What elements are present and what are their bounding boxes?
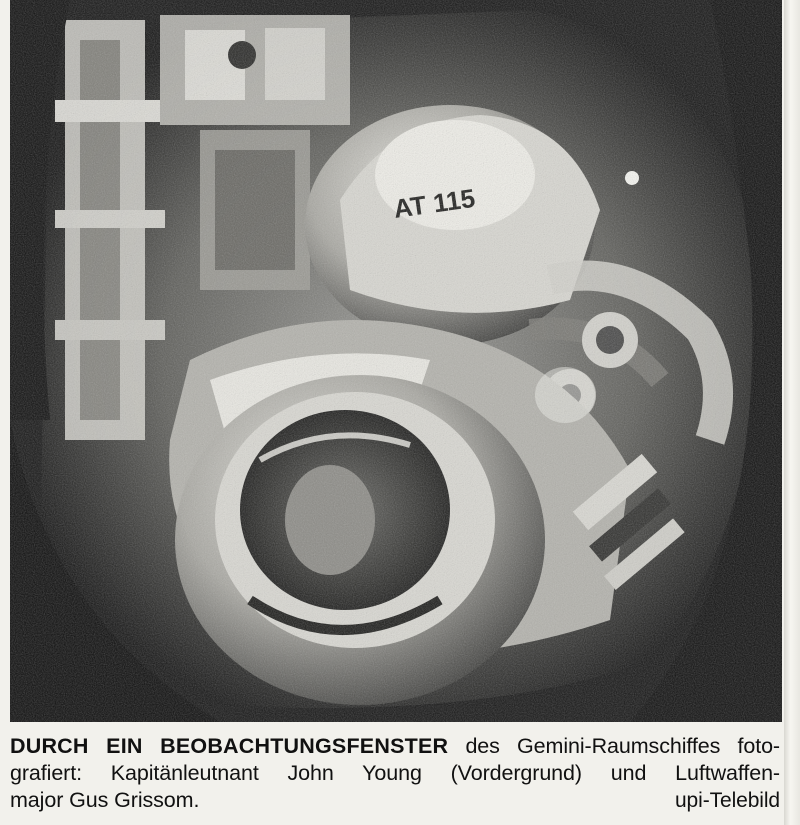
caption-line-3: major Gus Grissom. (10, 788, 200, 812)
caption-line-2: grafiert: Kapitänleutnant John Young (Vordergrund) und Luftwaffen- (10, 761, 780, 785)
photo-caption (10, 733, 780, 814)
astronaut-photo (10, 0, 782, 722)
photo-illustration (10, 0, 782, 722)
caption-line-1-rest: des Gemini-Raumschiffes foto- (448, 734, 780, 758)
caption-headline: DURCH EIN BEOBACHTUNGSFENSTER (10, 734, 449, 758)
caption-line-1 (10, 733, 780, 760)
photo-credit: upi-Telebild (674, 789, 780, 812)
caption-line-3-row (10, 787, 780, 814)
paper-edge (784, 0, 800, 825)
